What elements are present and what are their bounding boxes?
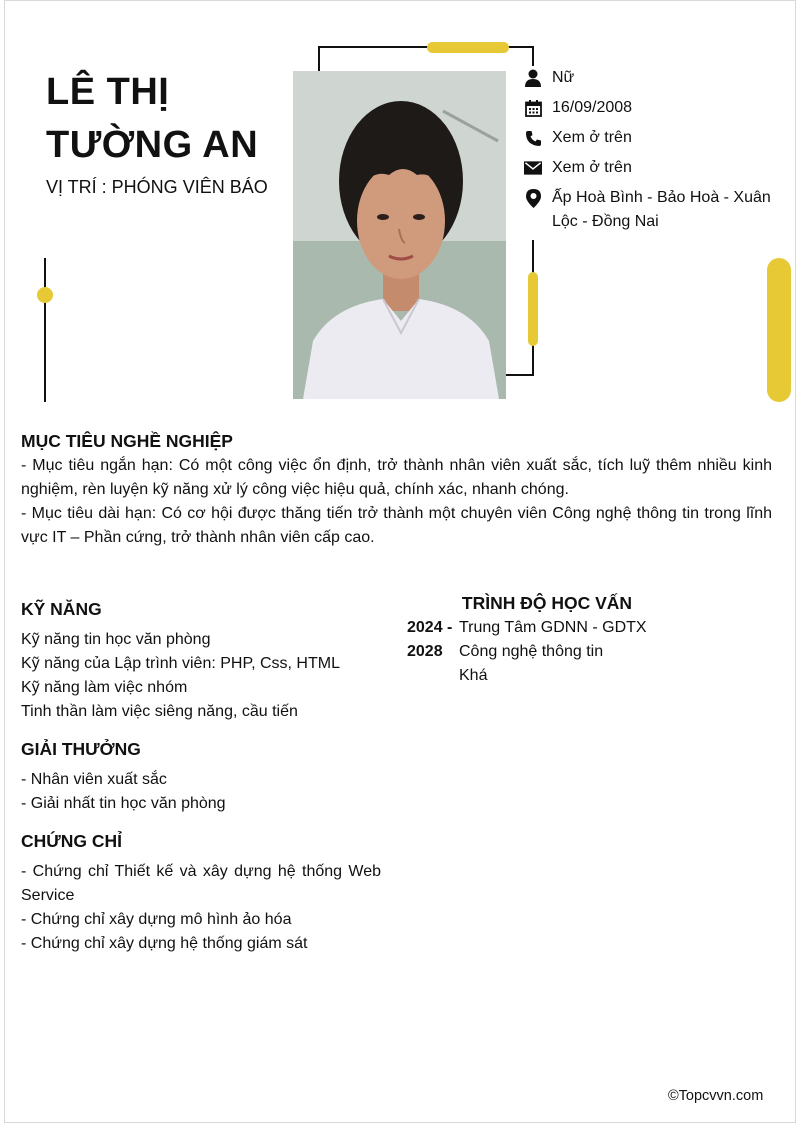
contact-gender <box>524 66 774 90</box>
decorative-left-line <box>44 258 46 402</box>
education-title: TRÌNH ĐỘ HỌC VẤN <box>461 593 633 613</box>
photo-frame-yellow-accent-right <box>528 272 538 346</box>
name-line-2: TƯỜNG AN <box>46 124 259 166</box>
skills-title: KỸ NĂNG <box>21 599 102 619</box>
contact-address <box>524 186 774 234</box>
certificate-item: - Chứng chỉ xây dựng mô hình ảo hóa <box>21 911 292 928</box>
awards-title: GIẢI THƯỞNG <box>21 739 141 759</box>
career-objective-section <box>21 428 772 550</box>
skill-item: Tinh thần làm việc siêng năng, cầu tiến <box>21 703 298 720</box>
education-entry <box>407 616 707 688</box>
education-year-end: 2028 <box>407 643 443 660</box>
name-line-1: LÊ THỊ <box>46 71 170 113</box>
skill-item: Kỹ năng tin học văn phòng <box>21 631 211 648</box>
objective-long-term: - Mục tiêu dài hạn: Có cơ hội được thăng tiến trở thành một chuyên viên Công nghệ thông tin trong lĩnh vực IT – Phần cứng, trở thành nhân viên cấp cao. <box>21 505 772 546</box>
education-section <box>407 590 707 688</box>
photo-frame-left-line <box>318 46 320 72</box>
education-year-start: 2024 - <box>407 619 453 636</box>
photo-frame-yellow-accent-top <box>427 42 509 53</box>
address-value: Ấp Hoà Bình - Bảo Hoà - Xuân Lộc - Đồng Nai <box>552 189 771 230</box>
job-position: VỊ TRÍ : PHÓNG VIÊN BÁO <box>46 177 268 197</box>
photo-frame-right-top-line <box>532 46 534 66</box>
envelope-icon <box>524 158 542 178</box>
portrait-illustration <box>293 71 506 399</box>
left-column <box>21 596 381 968</box>
phone-value: Xem ở trên <box>552 129 632 146</box>
calendar-icon <box>524 98 542 118</box>
education-grade: Khá <box>459 667 488 684</box>
contact-phone <box>524 126 774 150</box>
contact-email <box>524 156 774 180</box>
skill-item: Kỹ năng của Lập trình viên: PHP, Css, HTML <box>21 655 340 672</box>
email-value: Xem ở trên <box>552 159 632 176</box>
footer-credit: ©Topcvvn.com <box>668 1088 764 1104</box>
certificates-section <box>21 828 381 956</box>
contact-birthday <box>524 96 774 120</box>
education-major: Công nghệ thông tin <box>459 643 604 660</box>
certificate-item: - Chứng chỉ Thiết kế và xây dựng hệ thống Web Service <box>21 863 381 904</box>
contact-info <box>524 66 774 240</box>
certificates-title: CHỨNG CHỈ <box>21 831 123 851</box>
birthday-value: 16/09/2008 <box>552 99 633 116</box>
certificate-item: - Chứng chỉ xây dựng hệ thống giám sát <box>21 935 308 952</box>
person-icon <box>524 68 542 88</box>
phone-icon <box>524 128 542 148</box>
award-item: - Giải nhất tin học văn phòng <box>21 795 226 812</box>
education-school: Trung Tâm GDNN - GDTX <box>459 619 647 636</box>
education-details <box>459 616 647 688</box>
gender-value: Nữ <box>552 69 575 86</box>
award-item: - Nhân viên xuất sắc <box>21 771 167 788</box>
objective-short-term: - Mục tiêu ngắn hạn: Có một công việc ổn định, trở thành nhân viên xuất sắc, tích luỹ thêm nhiều kinh nghiệm, rèn luyện kỹ năng xử lý công việc hiệu quả, chính xác, nhanh chóng. <box>21 457 772 498</box>
education-years <box>407 616 459 688</box>
awards-section <box>21 736 381 816</box>
location-pin-icon <box>524 188 542 208</box>
objective-title: MỤC TIÊU NGHỀ NGHIỆP <box>21 431 233 451</box>
decorative-yellow-dot <box>37 287 53 303</box>
skill-item: Kỹ năng làm việc nhóm <box>21 679 188 696</box>
profile-photo <box>293 71 506 399</box>
photo-frame-bottom-line <box>505 374 534 376</box>
candidate-name <box>46 66 286 172</box>
decorative-right-yellow-bar <box>767 258 791 402</box>
skills-section <box>21 596 381 724</box>
